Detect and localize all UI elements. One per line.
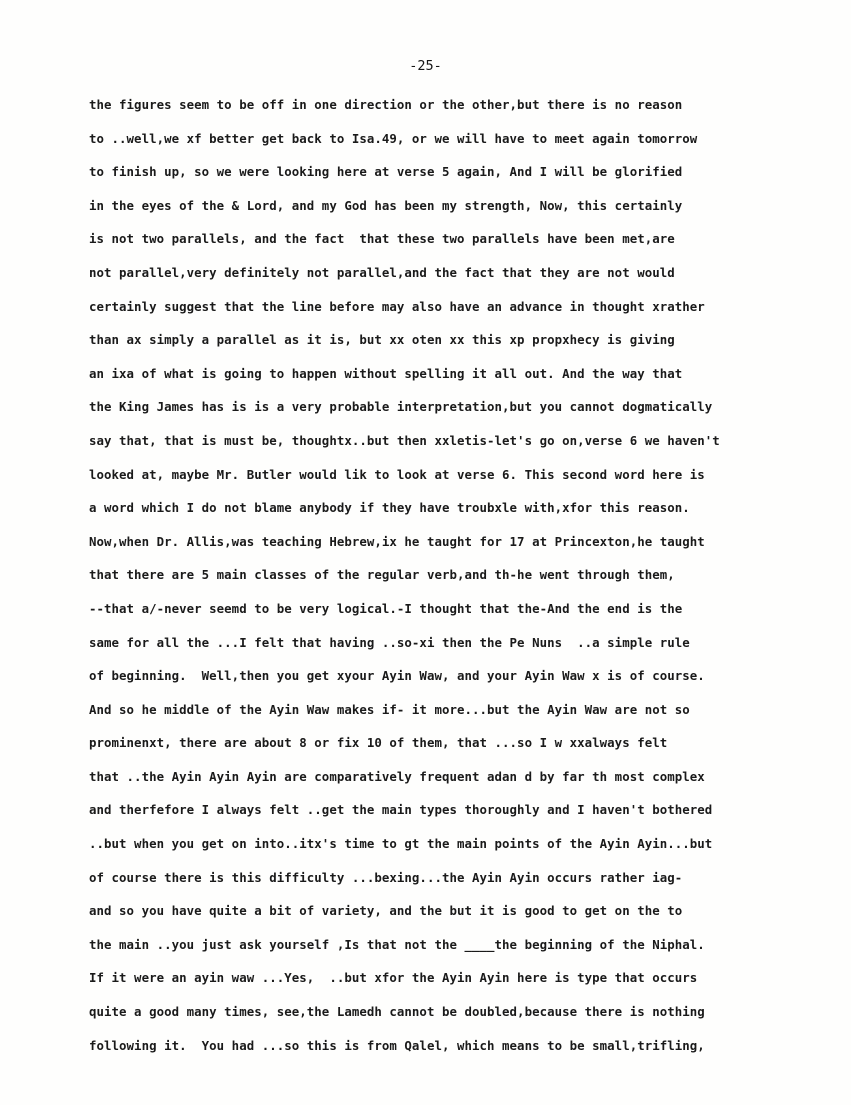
- text-line: an ixa of what is going to happen without spelling it all out. And the way that: [89, 365, 683, 381]
- text-line: and therfefore I always felt ..get the main types thoroughly and I haven't bothered: [89, 802, 713, 818]
- text-line: ..but when you get on into..itx's time to gt the main points of the Ayin Ayin...but: [89, 836, 713, 852]
- text-line: same for all the ...I felt that having ..so-xi then the Pe Nuns ..a simple rule: [89, 634, 690, 650]
- text-line: than ax simply a parallel as it is, but xx oten xx this xp propxhecy is giving: [89, 332, 675, 348]
- text-line: looked at, maybe Mr. Butler would lik to look at verse 6. This second word here is: [89, 466, 705, 482]
- text-line: is not two parallels, and the fact that these two parallels have been met,are: [89, 231, 675, 247]
- text-line: a word which I do not blame anybody if they have troubxle with,xfor this reason.: [89, 500, 690, 516]
- text-line: to ..well,we xf better get back to Isa.49, or we will have to meet again tomorrow: [89, 130, 698, 146]
- text-line: If it were an ayin waw ...Yes, ..but xfor the Ayin Ayin here is type that occurs: [89, 970, 698, 986]
- text-line: in the eyes of the & Lord, and my God has been my strength, Now, this certainly: [89, 197, 683, 213]
- text-line: the figures seem to be off in one direction or the other,but there is no reason: [89, 97, 683, 112]
- page-number: -25-: [409, 58, 442, 74]
- text-line: say that, that is must be, thoughtx..but then xxletis-let's go on,verse 6 we haven't: [89, 432, 720, 448]
- text-line: of course there is this difficulty ...bexing...the Ayin Ayin occurs rather iag-: [89, 869, 683, 885]
- text-line: that there are 5 main classes of the regular verb,and th-he went through them,: [89, 567, 675, 583]
- body-text: [89, 88, 809, 1062]
- text-line: --that a/-never seemd to be very logical.-I thought that the-And the end is the: [89, 600, 683, 616]
- text-line: and so you have quite a bit of variety, and the but it is good to get on the to: [89, 903, 683, 919]
- text-line: following it. You had ...so this is from Qalel, which means to be small,trifling,: [89, 1037, 705, 1053]
- text-line: of beginning. Well,then you get xyour Ayin Waw, and your Ayin Waw x is of course.: [89, 668, 705, 684]
- text-line: And so he middle of the Ayin Waw makes if- it more...but the Ayin Waw are not so: [89, 701, 690, 717]
- text-line: the main ..you just ask yourself ,Is that not the ____the beginning of the Niphal.: [89, 936, 705, 952]
- text-line: the King James has is is a very probable interpretation,but you cannot dogmatically: [89, 399, 713, 415]
- text-line: quite a good many times, see,the Lamedh cannot be doubled,because there is nothing: [89, 1004, 705, 1020]
- text-line: that ..the Ayin Ayin Ayin are comparatively frequent adan d by far th most complex: [89, 768, 705, 784]
- text-line: Now,when Dr. Allis,was teaching Hebrew,ix he taught for 17 at Princexton,he taught: [89, 533, 705, 549]
- text-line: not parallel,very definitely not parallel,and the fact that they are not would: [89, 264, 675, 280]
- text-line: to finish up, so we were looking here at verse 5 again, And I will be glorified: [89, 164, 683, 180]
- text-line: certainly suggest that the line before may also have an advance in thought xrather: [89, 298, 705, 314]
- text-line: prominenxt, there are about 8 or fix 10 of them, that ...so I w xxalways felt: [89, 735, 668, 751]
